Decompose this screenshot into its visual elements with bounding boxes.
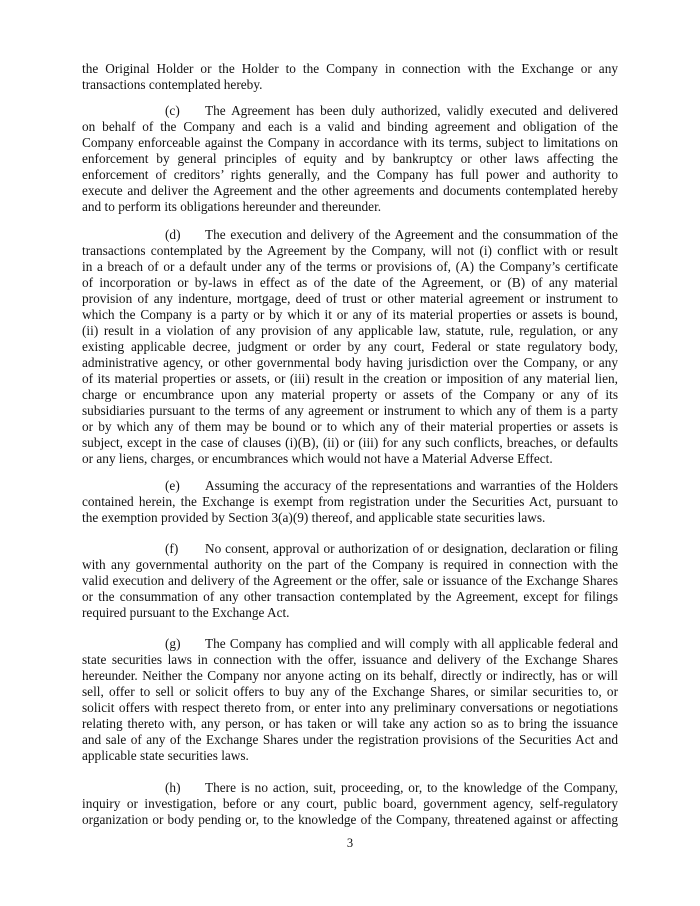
text-line: which the Company is a party or by which it or any of its material properties or assets is bound, (82, 307, 618, 322)
text-line: organization or body pending or, to the knowledge of the Company, threatened against or affecting (82, 812, 618, 827)
text-line: (ii) result in a violation of any provision of any applicable law, statute, rule, regulation, or any (82, 323, 618, 338)
text-line: subject, except in the case of clauses (i)(B), (ii) or (iii) for any such conflicts, breaches, or defaults (82, 435, 618, 450)
text-line: The Company has complied and will comply with all applicable federal and (205, 636, 618, 651)
text-line: the Original Holder or the Holder to the Company in connection with the Exchange or any (82, 61, 618, 76)
text-line: transactions contemplated hereby. (82, 77, 263, 92)
text-line: administrative agency, or other governmental body having jurisdiction over the Company, or any (82, 355, 618, 370)
text-line: The Agreement has been duly authorized, validly executed and delivered (205, 103, 618, 118)
paragraph-g (82, 636, 618, 764)
text-line: applicable state securities laws. (82, 748, 249, 763)
text-line: in a breach of or a default under any of the terms or provisions of, (A) the Company’s certificate (82, 259, 618, 274)
text-line: provision of any indenture, mortgage, deed of trust or other material agreement or instrument to (82, 291, 618, 306)
text-line: existing applicable decree, judgment or order by any court, Federal or state regulatory body, (82, 339, 618, 354)
text-line: hereunder. Neither the Company nor anyone acting on its behalf, directly or indirectly, has or will (82, 668, 618, 683)
text-line: charge or encumbrance upon any material property or assets of the Company or any of its (82, 387, 618, 402)
paragraph-label: (f) (165, 541, 179, 556)
text-line: subsidiaries pursuant to the terms of any agreement or instrument to which any of them is a party (82, 403, 618, 418)
text-line: solicit offers with respect thereto from, or enter into any preliminary conversations or negotiations (82, 700, 618, 715)
paragraph-c (82, 103, 618, 215)
text-line: or by which any of them may be bound or to which any of their material properties or assets is (82, 419, 618, 434)
text-line: of incorporation or by-laws in effect as of the date of the Agreement, or (B) of any material (82, 275, 618, 290)
text-line: inquiry or investigation, before or any court, public board, government agency, self-regulatory (82, 796, 618, 811)
text-line: transactions contemplated by the Agreement by the Company, will not (i) conflict with or result (82, 243, 618, 258)
text-line: required pursuant to the Exchange Act. (82, 605, 290, 620)
text-line: or the consummation of any other transaction contemplated by the Agreement, except for filings (82, 589, 618, 604)
text-line: There is no action, suit, proceeding, or, to the knowledge of the Company, (205, 780, 618, 795)
text-line: No consent, approval or authorization of or designation, declaration or filing (205, 541, 618, 556)
text-line: the exemption provided by Section 3(a)(9) thereof, and applicable state securities laws. (82, 510, 546, 525)
text-line: on behalf of the Company and each is a valid and binding agreement and obligation of the (82, 119, 618, 134)
paragraph-label: (h) (165, 780, 181, 795)
text-line: of its material properties or assets, or (iii) result in the creation or imposition of any material lien, (82, 371, 618, 386)
text-line: Assuming the accuracy of the representations and warranties of the Holders (205, 478, 618, 493)
text-line: enforcement by general principles of equity and by bankruptcy or other laws affecting the (82, 151, 618, 166)
paragraph-label: (e) (165, 478, 180, 493)
text-line: sell, offer to sell or solicit offers to buy any of the Exchange Shares, or similar securities to, or (82, 684, 618, 699)
text-line: state securities laws in connection with the offer, issuance and delivery of the Exchange Shares (82, 652, 618, 667)
text-line: Company enforceable against the Company in accordance with its terms, subject to limitations on (82, 135, 618, 150)
paragraph-f (82, 541, 618, 621)
text-line: or any liens, charges, or encumbrances which would not have a Material Adverse Effect. (82, 451, 553, 466)
text-line: with any governmental authority on the part of the Company is required in connection with the (82, 557, 618, 572)
text-line: The execution and delivery of the Agreement and the consummation of the (205, 227, 618, 242)
paragraph-label: (g) (165, 636, 181, 651)
text-line: execute and deliver the Agreement and the other agreements and documents contemplated hereby (82, 183, 618, 198)
text-line: relating thereto with, any person, or has taken or will take any action so as to bring the issuance (82, 716, 618, 731)
paragraph-continued (82, 61, 618, 93)
paragraph-label: (d) (165, 227, 181, 242)
text-line: and to perform its obligations hereunder and thereunder. (82, 199, 382, 214)
text-line: valid execution and delivery of the Agreement or the offer, sale or issuance of the Exchange Shares (82, 573, 618, 588)
paragraph-d (82, 227, 618, 467)
page-number: 3 (346, 836, 354, 850)
text-line: and sale of any of the Exchange Shares under the registration provisions of the Securities Act and (82, 732, 618, 747)
paragraph-e (82, 478, 618, 526)
paragraph-h (82, 780, 618, 828)
text-line: enforcement of creditors’ rights generally, and the Company has full power and authority to (82, 167, 618, 182)
text-line: contained herein, the Exchange is exempt from registration under the Securities Act, pursuant to (82, 494, 618, 509)
paragraph-label: (c) (165, 103, 180, 118)
